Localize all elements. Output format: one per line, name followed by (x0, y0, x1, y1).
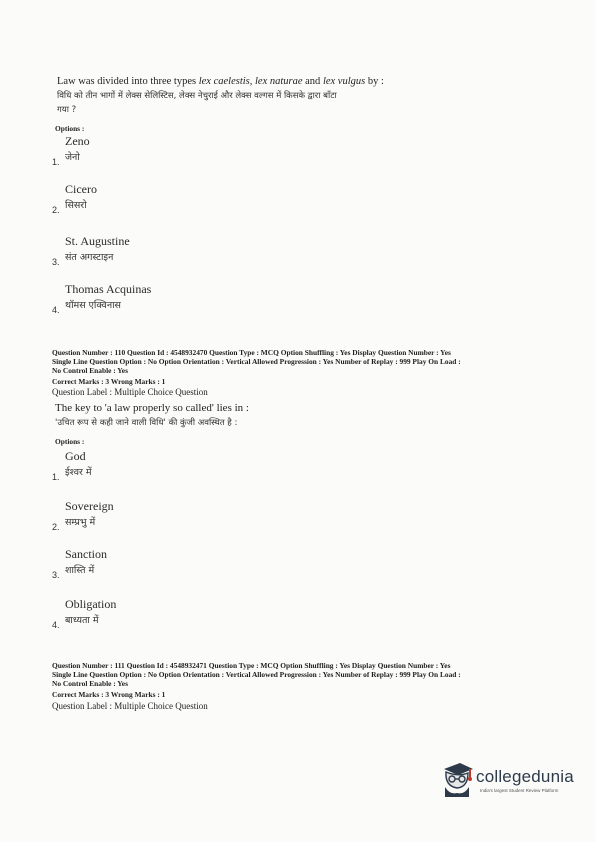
collegedunia-logo (440, 760, 580, 805)
prev-option-4-hi: थॉमस एक्विनास (65, 300, 121, 311)
prev-question-hi-line2: गया ? (57, 105, 77, 115)
q111-meta (52, 661, 552, 688)
q110-option-3-num: 3. (52, 570, 60, 580)
logo-wordmark: collegedunia (476, 767, 574, 786)
prev-option-1-en: Zeno (65, 134, 90, 148)
prev-option-1-hi: जेनो (65, 152, 80, 163)
q110-option-4-en: Obligation (65, 597, 117, 611)
prev-question-text-hi (57, 89, 437, 117)
q110-option-1-num: 1. (52, 472, 60, 482)
q110-options-label: Options : (55, 437, 85, 446)
q110-meta-line1: Question Number : 110 Question Id : 4548932470 Question Type : MCQ Option Shuffling : Yes Display Question Number : Yes (52, 348, 451, 357)
q110-meta (52, 348, 552, 375)
prev-options-label: Options : (55, 124, 85, 133)
prev-option-1-num: 1. (52, 157, 60, 167)
prev-option-2-num: 2. (52, 205, 60, 215)
q110-option-2-num: 2. (52, 522, 60, 532)
q110-marks: Correct Marks : 3 Wrong Marks : 1 (52, 377, 166, 386)
prev-question-hi-line1: विधि को तीन भागों में लेक्स सेलिस्टिस, लेक्स नेचुराई और लेक्स वल्गस में किसके द्वारा बाँटा (57, 91, 337, 101)
q110-option-3-en: Sanction (65, 547, 107, 561)
prev-question-text-en: Law was divided into three types lex caelestis, lex naturae and lex vulgus by : (57, 76, 384, 87)
q110-meta-line3: No Control Enable : Yes (52, 366, 128, 375)
q110-option-2-hi: सम्प्रभु में (65, 517, 96, 528)
q110-question-text-en: The key to 'a law properly so called' lies in : (55, 402, 249, 414)
prev-option-3-en: St. Augustine (65, 234, 130, 248)
q111-meta-line3: No Control Enable : Yes (52, 679, 128, 688)
logo-tagline: India's largest Student Review Platform (480, 788, 559, 793)
prev-option-3-num: 3. (52, 257, 60, 267)
q110-option-3-hi: शास्ति में (65, 565, 95, 576)
q110-question-label: Question Label : Multiple Choice Question (52, 387, 208, 397)
q110-question-text-hi: 'उचित रूप से कही जाने वाली विधि' की कुंजी अवस्थित है : (55, 418, 238, 428)
prev-option-2-en: Cicero (65, 182, 97, 196)
q110-option-2-en: Sovereign (65, 499, 114, 513)
q111-question-label: Question Label : Multiple Choice Question (52, 701, 208, 711)
prev-option-4-num: 4. (52, 305, 60, 315)
prev-option-3-hi: संत अगस्टाइन (65, 252, 114, 263)
q110-option-4-num: 4. (52, 620, 60, 630)
prev-option-4-en: Thomas Acquinas (65, 282, 152, 296)
q111-marks: Correct Marks : 3 Wrong Marks : 1 (52, 690, 166, 699)
prev-option-2-hi: सिसरो (65, 200, 87, 211)
q110-option-4-hi: बाध्यता में (65, 615, 99, 626)
graduate-mascot-icon (440, 760, 474, 798)
q111-meta-line1: Question Number : 111 Question Id : 4548932471 Question Type : MCQ Option Shuffling : Yes Display Question Number : Yes (52, 661, 451, 670)
q110-meta-line2: Single Line Question Option : No Option Orientation : Vertical Allowed Progression : Yes Number of Replay : 999 Play On Load : (52, 357, 461, 366)
q110-option-1-hi: ईश्वर में (65, 467, 92, 478)
q111-meta-line2: Single Line Question Option : No Option Orientation : Vertical Allowed Progression : Yes Number of Replay : 999 Play On Load : (52, 670, 461, 679)
q110-option-1-en: God (65, 449, 86, 463)
